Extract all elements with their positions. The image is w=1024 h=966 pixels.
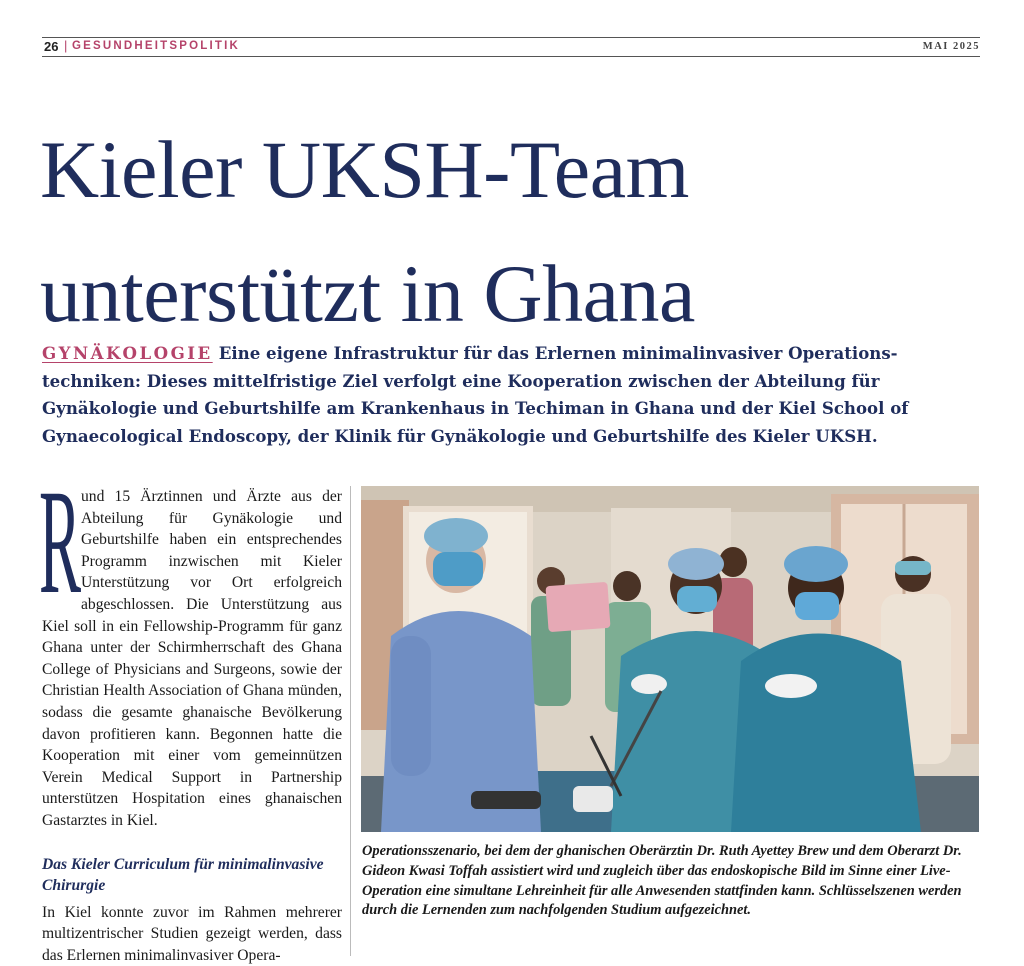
issue-date: MAI 2025 bbox=[923, 41, 980, 52]
operating-room-photo bbox=[361, 486, 979, 832]
lede-text: Eine eigene Infrastruktur für das Erlernen minimalinvasiver Operationstechniken: Dieses mittelfristige Ziel verfolgt eine Kooperation zwischen der Abteilung für Gynäkologie und Geburtshilfe am Krankenhaus in Techiman in Ghana und der Kiel School of Gynaecological Endoscopy, der Klinik für Gynäkologie und Geburtshilfe des Kieler UKSH. bbox=[42, 343, 908, 446]
paragraph-2: In Kiel konnte zuvor im Rahmen mehrerer multizentrischer Studien gezeigt werden, dass das Erlernen minimalinvasiver Opera- bbox=[42, 902, 342, 966]
headline-line-2: unterstützt in Ghana bbox=[40, 248, 695, 339]
drop-cap: R bbox=[39, 486, 53, 604]
header-rule-bottom bbox=[42, 56, 980, 57]
column-divider bbox=[350, 486, 351, 956]
page-number: 26 bbox=[44, 39, 58, 54]
header-separator: | bbox=[64, 38, 67, 53]
article-body-column bbox=[42, 486, 342, 966]
subheading: Das Kieler Curriculum für minimalinvasive Chirurgie bbox=[42, 854, 342, 896]
photo-caption: Operationsszenario, bei dem der ghanischen Oberärztin Dr. Ruth Ayettey Brew und dem Oberarzt Dr. Gideon Kwasi Toffah assistiert wird und zugleich über das endoskopische Bild im Sinne einer Live-Operation eine simultane Lehreinheit für alle Anwesenden stattfinden kann. Schlüsselszenen werden durch die Lernenden zum nachfolgenden Studium aufgezeichnet. bbox=[362, 842, 977, 921]
lede-category-label: GYNÄKOLOGIE bbox=[42, 343, 213, 363]
paragraph-1 bbox=[42, 486, 342, 832]
lede bbox=[42, 340, 987, 450]
paragraph-1-text: und 15 Ärztinnen und Ärzte aus der Abteilung für Gynäkologie und Geburtshilfe haben ein entsprechendes Programm inzwischen mit Kieler Unterstützung vor Ort erfolgreich abgeschlossen. Die Unterstützung aus Kiel soll in ein Fellowship-Programm für ganz Ghana unter der Schirmherrschaft des Ghana College of Physicians and Surgeons, sowie der Christian Health Association of Ghana münden, sodass die gesamte ghanaische Bevölkerung davon profitieren kann. Begonnen hatte die Kooperation mit einer vom gemeinnützen Verein Medical Support in Partnership unterstützen Hospitation eines ghanaischen Gastarztes in Kiel. bbox=[42, 488, 342, 829]
headline bbox=[40, 108, 990, 356]
header-rule-top bbox=[42, 37, 980, 38]
headline-line-1: Kieler UKSH-Team bbox=[40, 124, 689, 215]
section-label: GESUNDHEITSPOLITIK bbox=[72, 40, 240, 52]
